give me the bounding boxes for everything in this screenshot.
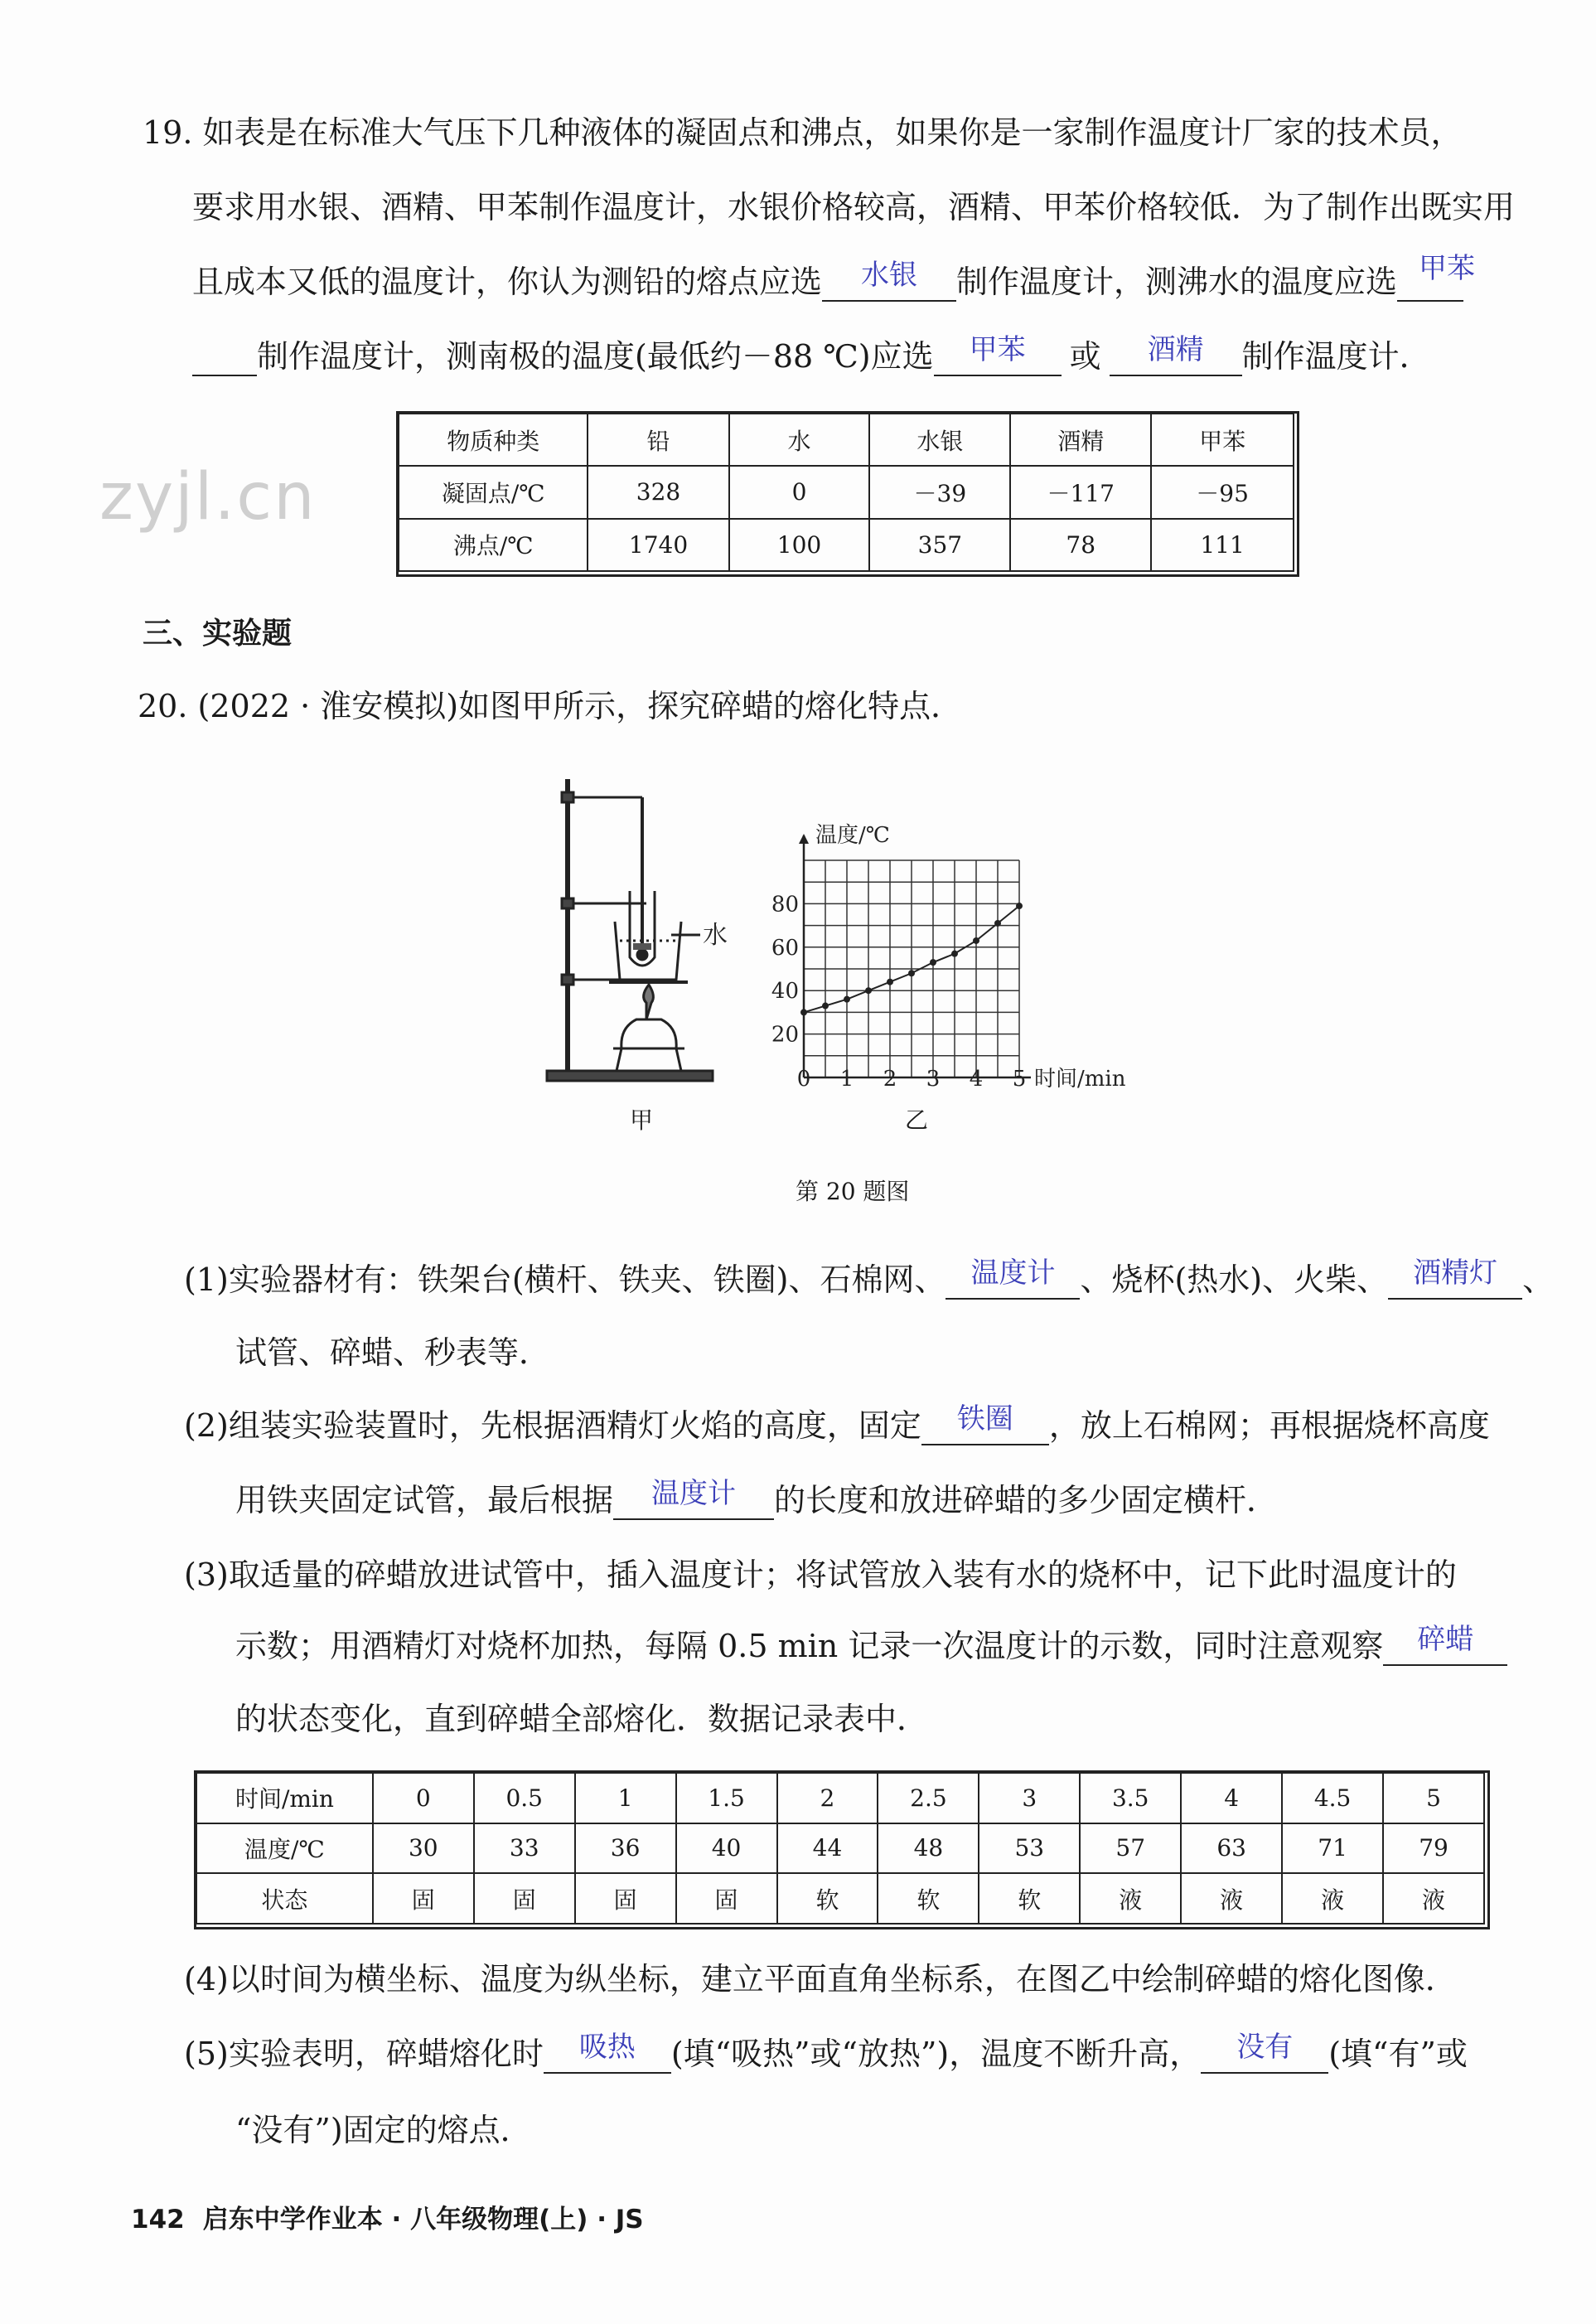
table-cell: 30 — [373, 1823, 474, 1874]
table-cell: 0.5 — [474, 1773, 575, 1823]
table-cell: 软 — [777, 1873, 878, 1924]
data-point — [844, 996, 850, 1003]
table-cell: 357 — [869, 519, 1010, 571]
answer-blank[interactable] — [934, 333, 1062, 376]
table-cell: 物质种类 — [399, 414, 588, 466]
flame — [644, 985, 654, 1019]
table-cell: 33 — [474, 1823, 575, 1874]
table-row — [196, 1823, 1484, 1874]
table-cell: 3.5 — [1080, 1773, 1181, 1823]
table-cell: －117 — [1010, 466, 1151, 518]
alcohol-lamp — [621, 1019, 676, 1048]
q19-line-1: 19. 如表是在标准大气压下几种液体的凝固点和沸点，如果你是一家制作温度计厂家的技术员， — [143, 114, 1463, 151]
table-cell: 53 — [979, 1823, 1080, 1874]
answer-blank[interactable] — [921, 1402, 1049, 1445]
data-point — [973, 937, 979, 944]
answer-blank[interactable] — [192, 338, 257, 376]
apparatus-figure — [530, 763, 779, 1111]
q20-part-3-cont — [235, 1623, 1507, 1666]
answer-blank[interactable] — [1397, 252, 1476, 302]
q19-text: 且成本又低的温度计，你认为测铅的熔点应选 — [192, 264, 823, 300]
table-cell: 48 — [878, 1823, 979, 1874]
q20-text: 示数；用酒精灯对烧杯加热，每隔 0.5 min 记录一次温度计的示数，同时注意观察 — [235, 1628, 1384, 1664]
answer-text: 没有 — [1236, 2031, 1294, 2064]
q20-title: 20. (2022 · 淮安模拟)如图甲所示，探究碎蜡的熔化特点． — [138, 688, 963, 724]
q20-text: (填“有”或 — [1328, 2036, 1468, 2072]
x-tick-label: 0 — [796, 1067, 811, 1092]
table-cell: 水银 — [869, 414, 1010, 466]
table-cell: 固 — [474, 1873, 575, 1924]
table-cell: 100 — [729, 519, 870, 571]
stand-base — [547, 1071, 713, 1081]
q20-text: (5)实验表明，碎蜡熔化时 — [184, 2036, 544, 2072]
table-cell: 状态 — [196, 1873, 373, 1924]
data-point — [994, 920, 1001, 927]
table-cell: 固 — [373, 1873, 474, 1924]
table-row — [196, 1873, 1484, 1924]
table-cell: 时间/min — [196, 1773, 373, 1823]
answer-blank[interactable] — [1388, 1256, 1522, 1300]
q19-table — [398, 413, 1294, 572]
table-cell: 3 — [979, 1773, 1080, 1823]
data-point — [951, 951, 958, 957]
data-point — [887, 979, 893, 985]
chart-axes — [799, 834, 1031, 1077]
page-footer — [131, 2198, 644, 2235]
table-row — [399, 519, 1294, 571]
table-cell: 40 — [676, 1823, 777, 1874]
answer-text: 温度计 — [970, 1256, 1056, 1290]
figure-label-yi: 乙 — [905, 1106, 929, 1134]
answer-text: 酒精灯 — [1413, 1256, 1498, 1290]
table-cell: 78 — [1010, 519, 1151, 571]
figure-caption: 第 20 题图 — [796, 1178, 910, 1205]
table-cell: 温度/℃ — [196, 1823, 373, 1874]
table-cell: 酒精 — [1010, 414, 1151, 466]
data-point — [822, 1003, 829, 1009]
table-cell: －39 — [869, 466, 1010, 518]
answer-text: 吸热 — [578, 2031, 636, 2064]
q20-text: 、烧杯(热水)、火柴、 — [1080, 1261, 1389, 1298]
q19-text: 制作温度计，测南极的温度(最低约－88 ℃)应选 — [257, 338, 934, 375]
q20-part-3: (3)取适量的碎蜡放进试管中，插入温度计；将试管放入装有水的烧杯中，记下此时温度计的 — [184, 1557, 1457, 1593]
x-tick-label: 3 — [926, 1067, 941, 1092]
table-cell: 水 — [729, 414, 870, 466]
q20-part-2-cont — [235, 1477, 1279, 1520]
data-point — [930, 959, 936, 966]
table-cell: 沸点/℃ — [399, 519, 588, 571]
answer-text: 甲苯 — [1419, 252, 1476, 285]
y-tick-label: 20 — [771, 1022, 799, 1048]
page-number: 142 — [131, 2205, 185, 2234]
table-cell: 2 — [777, 1773, 878, 1823]
beaker — [615, 922, 681, 980]
table-cell: 1.5 — [676, 1773, 777, 1823]
q19-line-4 — [192, 333, 1431, 376]
table-cell: 5 — [1383, 1773, 1484, 1823]
q20-text: (1)实验器材有：铁架台(横杆、铁夹、铁圈)、石棉网、 — [184, 1261, 946, 1298]
answer-blank[interactable] — [1201, 2031, 1328, 2074]
table-cell: 液 — [1383, 1873, 1484, 1924]
y-axis-label: 温度/℃ — [815, 823, 890, 848]
chart-ticks — [771, 823, 1126, 1092]
q20-text: (2)组装实验装置时，先根据酒精灯火焰的高度，固定 — [184, 1407, 921, 1444]
table-cell: 液 — [1181, 1873, 1282, 1924]
table-row — [196, 1773, 1484, 1823]
water-label: 水 — [703, 921, 728, 950]
q20-part-5 — [184, 2031, 1468, 2074]
q20-text: 用铁夹固定试管，最后根据 — [235, 1482, 614, 1518]
table-cell: 4.5 — [1282, 1773, 1383, 1823]
answer-text: 碎蜡 — [1417, 1623, 1474, 1656]
q19-text: 制作温度计，测沸水的温度应选 — [956, 264, 1398, 300]
table-cell: 软 — [878, 1873, 979, 1924]
q19-text: 制作温度计． — [1241, 338, 1431, 375]
table-cell: 4 — [1181, 1773, 1282, 1823]
answer-blank[interactable] — [822, 259, 956, 302]
section-heading: 三、实验题 — [143, 617, 293, 651]
q19-text: 或 — [1069, 338, 1101, 375]
x-tick-label: 2 — [883, 1067, 897, 1092]
q20-data-table — [196, 1772, 1485, 1925]
data-point — [865, 987, 872, 994]
book-title: 启东中学作业本 · 八年级物理(上) · JS — [202, 2205, 644, 2234]
table-cell: 固 — [575, 1873, 676, 1924]
table-cell: 63 — [1181, 1823, 1282, 1874]
table-cell: 液 — [1080, 1873, 1181, 1924]
table-row — [399, 466, 1294, 518]
answer-blank[interactable] — [613, 1477, 774, 1520]
answer-blank[interactable] — [1110, 333, 1242, 376]
table-cell: 44 — [777, 1823, 878, 1874]
q20-text: 、 — [1522, 1261, 1555, 1298]
answer-text: 温度计 — [651, 1477, 737, 1510]
figure-label-jia: 甲 — [630, 1106, 654, 1134]
watermark: zyjl.cn — [99, 460, 317, 535]
table-cell: 2.5 — [878, 1773, 979, 1823]
q20-text: (填“吸热”或“放热”)，温度不断升高， — [670, 2036, 1202, 2072]
x-tick-label: 4 — [969, 1067, 984, 1092]
answer-text: 酒精 — [1147, 333, 1204, 366]
table-cell: 0 — [729, 466, 870, 518]
table-cell: 凝固点/℃ — [399, 466, 588, 518]
y-axis-arrow — [799, 834, 809, 844]
q20-part-2 — [184, 1402, 1490, 1445]
data-point — [1016, 903, 1023, 909]
q20-part-4: (4)以时间为横坐标、温度为纵坐标，建立平面直角坐标系，在图乙中绘制碎蜡的熔化图像． — [184, 1961, 1457, 1997]
q20-part-1 — [184, 1256, 1555, 1300]
answer-text: 甲苯 — [969, 333, 1026, 366]
table-cell: 79 — [1383, 1823, 1484, 1874]
data-point — [800, 1009, 807, 1015]
q19-line-2: 要求用水银、酒精、甲苯制作温度计，水银价格较高，酒精、甲苯价格较低．为了制作出既实用 — [192, 189, 1516, 225]
table-cell: 甲苯 — [1151, 414, 1294, 466]
answer-blank[interactable] — [946, 1256, 1080, 1300]
x-tick-label: 1 — [839, 1067, 854, 1092]
y-tick-label: 80 — [771, 892, 799, 917]
x-axis-label: 时间/min — [1034, 1067, 1126, 1092]
table-cell: 328 — [588, 466, 728, 518]
answer-text: 水银 — [861, 259, 918, 292]
answer-blank[interactable] — [544, 2031, 671, 2074]
table-cell: 0 — [373, 1773, 474, 1823]
x-tick-label: 5 — [1012, 1067, 1027, 1092]
table-cell: 57 — [1080, 1823, 1181, 1874]
chart-grid — [804, 860, 1019, 1077]
table-cell: 111 — [1151, 519, 1294, 571]
answer-blank[interactable] — [1383, 1623, 1507, 1666]
table-cell: 1 — [575, 1773, 676, 1823]
melting-chart — [771, 763, 1168, 1111]
table-cell: 液 — [1282, 1873, 1383, 1924]
q20-text: 的长度和放进碎蜡的多少固定横杆． — [774, 1482, 1279, 1518]
table-cell: 铅 — [588, 414, 728, 466]
table-cell: 36 — [575, 1823, 676, 1874]
q20-part-5-cont: “没有”)固定的熔点． — [235, 2112, 532, 2148]
q19-line-3 — [192, 252, 1476, 302]
data-point — [908, 970, 915, 976]
y-tick-label: 60 — [771, 935, 799, 961]
q20-part-1-cont: 试管、碎蜡、秒表等． — [235, 1334, 551, 1371]
table-cell: 71 — [1282, 1823, 1383, 1874]
y-tick-label: 40 — [771, 979, 799, 1005]
q20-text: ，放上石棉网；再根据烧杯高度 — [1048, 1407, 1490, 1444]
table-cell: 固 — [676, 1873, 777, 1924]
answer-text: 铁圈 — [956, 1402, 1013, 1436]
table-cell: 软 — [979, 1873, 1080, 1924]
table-header-row — [399, 414, 1294, 466]
table-cell: －95 — [1151, 466, 1294, 518]
table-cell: 1740 — [588, 519, 728, 571]
q20-part-3-end: 的状态变化，直到碎蜡全部熔化．数据记录表中． — [235, 1701, 929, 1737]
